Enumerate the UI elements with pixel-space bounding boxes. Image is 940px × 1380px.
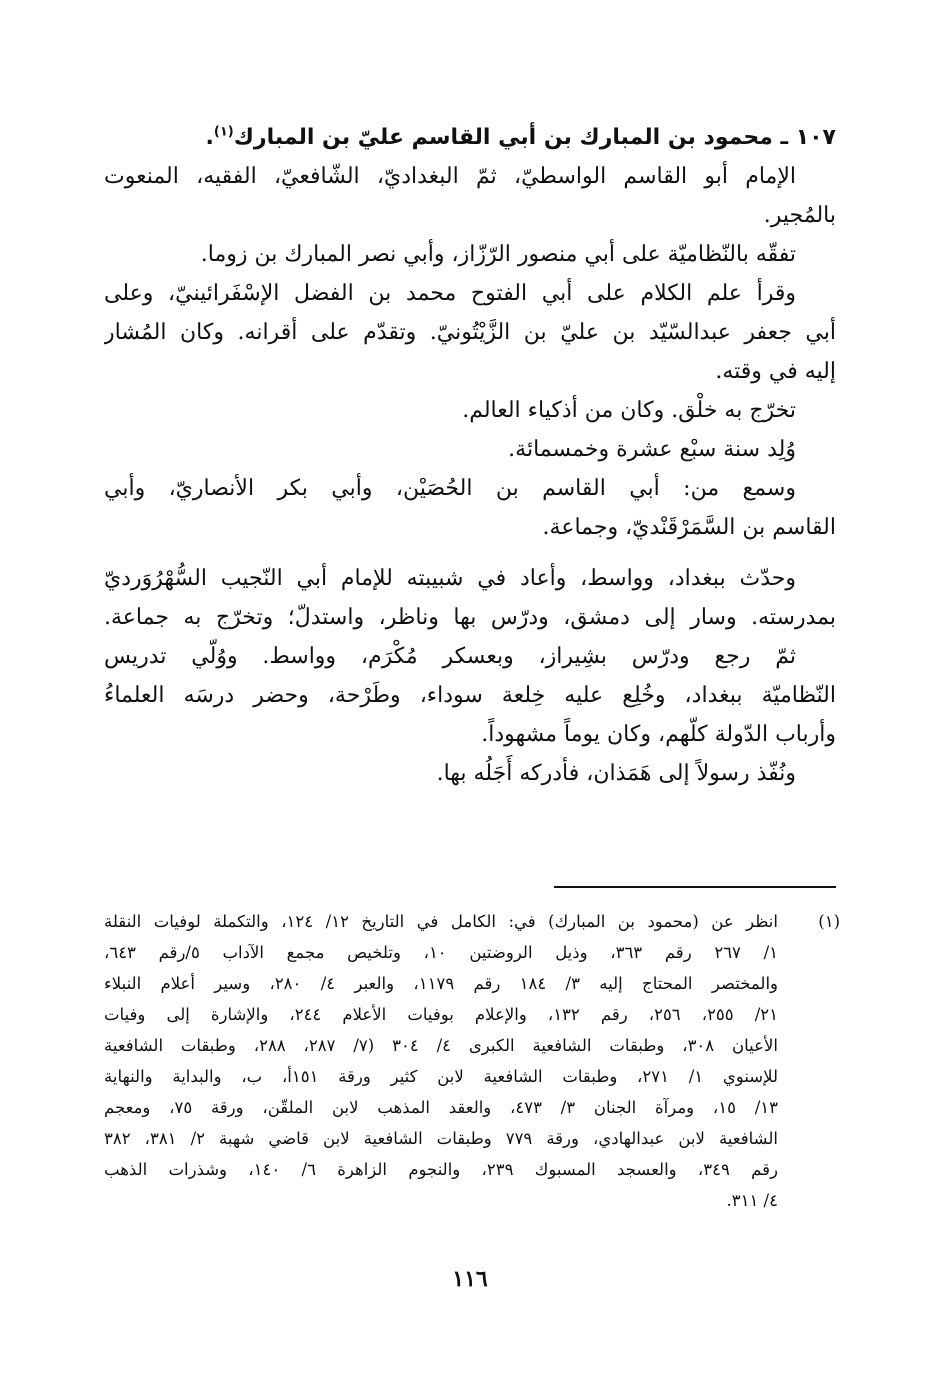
body-line: إليه في وقته. xyxy=(715,359,836,384)
footnote-line: للإسنوي ١/ ٢٧١، وطبقات الشافعية لابن كثير ورقة ١٥١أ، ب، والبداية والنهاية xyxy=(104,1067,778,1086)
body-line: ونُفّذ رسولاً إلى هَمَذان، فأدركه أَجَلُه بها. xyxy=(436,761,796,786)
body-line: أبي جعفر عبدالسّيّد بن عليّ بن الزَّيْتُونيّ. وتقدّم على أقرانه. وكان المُشار xyxy=(104,320,836,345)
entry-heading-end: . xyxy=(205,125,214,150)
footnote-line: ١/ ٢٦٧ رقم ٣٦٣، وذيل الروضتين ١٠، وتلخيص مجمع الآداب ٥/رقم ٦٤٣، xyxy=(104,943,778,962)
body-line: وسمع من: أبي القاسم بن الحُصَيْن، وأبي بكر الأنصاريّ، وأبي xyxy=(104,476,796,501)
body-line: وقرأ علم الكلام على أبي الفتوح محمد بن الفضل الإسْفَرائينيّ، وعلى xyxy=(104,281,796,306)
footnote-line: الشافعية لابن عبدالهادي، ورقة ٧٧٩ وطبقات الشافعية لابن قاضي شهبة ٢/ ٣٨١، ٣٨٢ xyxy=(104,1129,778,1148)
body-line: وأرباب الدّولة كلّهم، وكان يوماً مشهوداً. xyxy=(481,722,836,747)
body-line: الإمام أبو القاسم الواسطيّ، ثمّ البغداديّ، الشّافعيّ، الفقيه، المنعوت xyxy=(104,164,796,189)
footnote-reference-marker: (١) xyxy=(213,124,234,140)
body-line: تخرّج به خلْق. وكان من أذكياء العالم. xyxy=(462,398,796,423)
page-number: ١١٦ xyxy=(452,1266,488,1292)
footnote-text xyxy=(104,906,778,1216)
footnote-separator xyxy=(554,886,836,888)
body-line: وحدّث ببغداد، وواسط، وأعاد في شبيبته للإمام أبي النّجيب السُّهْرُوَرديّ xyxy=(104,566,796,591)
footnote-line: والمختصر المحتاج إليه ٣/ ١٨٤ رقم ١١٧٩، والعبر ٤/ ٢٨٠، وسير أعلام النبلاء xyxy=(104,974,778,993)
footnote-line: الأعيان ٣٠٨، وطبقات الشافعية الكبرى ٤/ ٣٠٤ (٧/ ٢٨٧، ٢٨٨، وطبقات الشافعية xyxy=(104,1036,778,1055)
entry-heading-text: ١٠٧ ـ محمود بن المبارك بن أبي القاسم عليّ بن المبارك xyxy=(233,125,836,150)
paragraph-gap xyxy=(104,547,836,559)
footnote-line: ٢١/ ٢٥٥، ٢٥٦، رقم ١٣٢، والإعلام بوفيات الأعلام ٢٤٤، والإشارة إلى وفيات xyxy=(104,1005,778,1024)
footnote-section xyxy=(104,906,840,1216)
body-line: القاسم بن السَّمَرْقَنْديّ، وجماعة. xyxy=(542,515,836,540)
footnote-marker: (١) xyxy=(818,912,840,931)
body-line: بمدرسته. وسار إلى دمشق، ودرّس بها وناظر، واستدلّ؛ وتخرّج به جماعة. xyxy=(104,605,836,630)
body-line: وُلِد سنة سبْع عشرة وخمسمائة. xyxy=(508,437,796,462)
footnote-line: ٤/ ٣١١. xyxy=(726,1191,778,1210)
footnote-line: رقم ٣٤٩، والعسجد المسبوك ٢٣٩، والنجوم الزاهرة ٦/ ١٤٠، وشذرات الذهب xyxy=(104,1160,778,1179)
footnote-line: ١٣/ ١٥، ومرآة الجنان ٣/ ٤٧٣، والعقد المذهب لابن الملقّن، ورقة ٧٥، ومعجم xyxy=(104,1098,778,1117)
body-line: بالمُجير. xyxy=(763,203,836,228)
body-line: ثمّ رجع ودرّس بشِيراز، وبعسكر مُكْرَم، وواسط. ووُلّي تدريس xyxy=(104,644,796,669)
main-text xyxy=(104,118,836,793)
body-line: تفقّه بالنّظاميّة على أبي منصور الرّزّاز، وأبي نصر المبارك بن زوما. xyxy=(200,242,796,267)
entry-heading xyxy=(104,118,836,157)
body-line: النّظاميّة ببغداد، وخُلِع عليه خِلعة سوداء، وطَرْحة، وحضر درسَه العلماءُ xyxy=(104,683,836,708)
footnote-line: انظر عن (محمود بن المبارك) في: الكامل في التاريخ ١٢/ ١٢٤، والتكملة لوفيات النقلة xyxy=(104,912,778,931)
